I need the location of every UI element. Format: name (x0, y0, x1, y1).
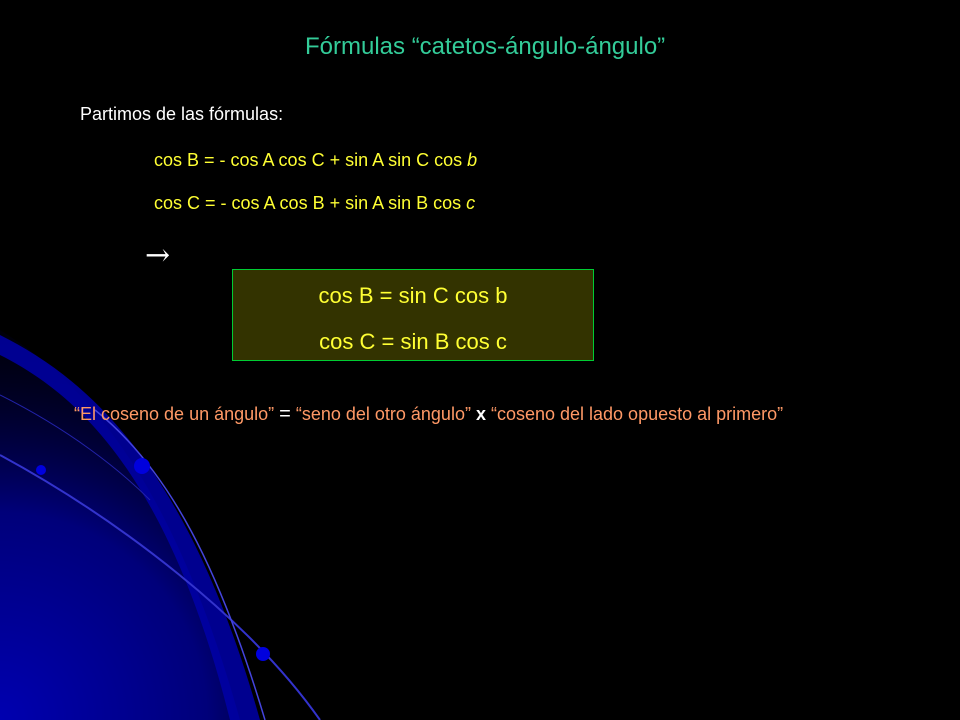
intro-text: Partimos de las fórmulas: (80, 104, 284, 124)
result-formula-cos-c: cos C = sin B cos c (319, 329, 507, 354)
formula-cos-c-side: c (466, 193, 476, 213)
statement-part-2: “seno del otro ángulo” (290, 404, 476, 424)
formula-cos-b-body: cos B = - cos A cos C + sin A sin C cos (154, 150, 468, 170)
decorative-dot (36, 465, 46, 475)
result-formula-cos-b: cos B = sin C cos b (318, 283, 508, 308)
formula-cos-b-side: b (467, 150, 478, 170)
equals-sign: = (279, 403, 291, 425)
decorative-dot (134, 458, 150, 474)
slide-title: Fórmulas “catetos-ángulo-ángulo” (305, 33, 666, 60)
decorative-dot (256, 647, 270, 661)
formula-cos-c (154, 193, 475, 214)
result-box (232, 269, 594, 361)
statement-part-1: “El coseno de un ángulo” (74, 404, 280, 424)
right-arrow-icon: → (145, 238, 171, 273)
times-sign: x (475, 404, 486, 424)
statement-part-3: “coseno del lado opuesto al primero” (485, 404, 784, 424)
rule-statement (74, 401, 834, 428)
background-glow (0, 330, 240, 720)
formula-cos-b (154, 150, 477, 171)
formula-cos-c-body: cos C = - cos A cos B + sin A sin B cos (154, 193, 467, 213)
